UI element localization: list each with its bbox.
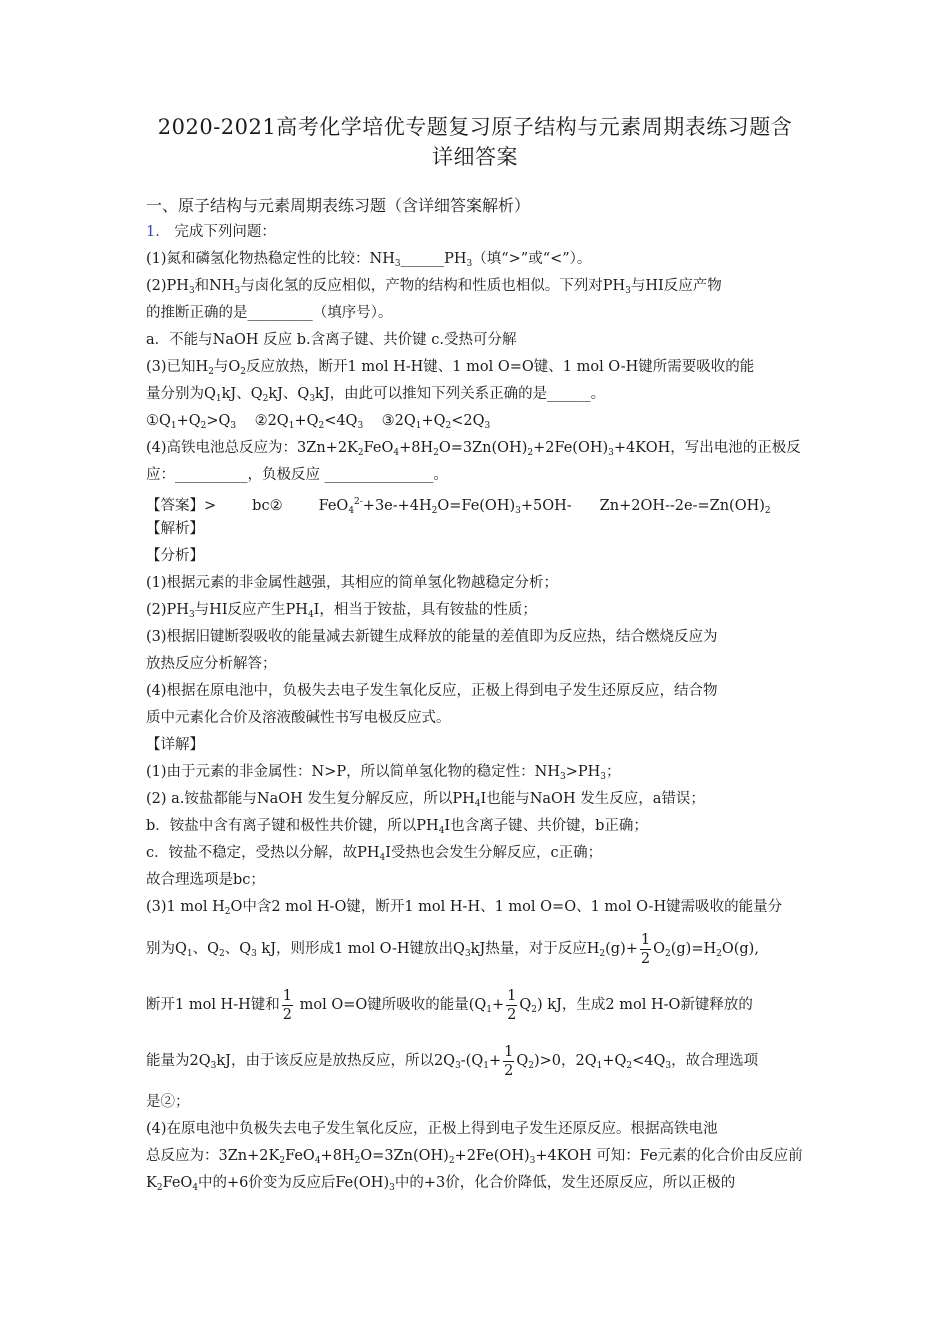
subscript: 2 — [716, 949, 722, 960]
text: + — [488, 1053, 502, 1069]
subscript: 4 — [379, 853, 386, 864]
analysis-line-1: (1)根据元素的非金属性越强，其相应的简单氢化物越稳定分析； — [146, 575, 559, 591]
section-heading: 一、原子结构与元素周期表练习题（含详细答案解析） — [146, 196, 531, 215]
subscript: 4 — [393, 448, 400, 459]
text: (4)高铁电池总反应为：3Zn+2K — [146, 440, 358, 456]
text: +Q — [176, 413, 201, 429]
subscript: 3 — [251, 949, 257, 960]
text: b．铵盐中含有离子键和极性共价键，所以PH — [146, 818, 439, 834]
text: 与卤化氢的反应相似，产物的结构和性质也相似。下列对PH — [240, 278, 626, 294]
fraction-denominator: 2 — [282, 1006, 292, 1023]
subscript: 2 — [599, 949, 606, 960]
text: FeO — [318, 497, 349, 514]
fraction-denominator: 2 — [507, 1006, 517, 1023]
question-part-3-options — [146, 408, 811, 435]
answer-3: ② — [269, 497, 283, 514]
text: Q — [516, 1053, 529, 1069]
subscript: 3 — [188, 610, 195, 621]
analysis-label: 【解析】 — [146, 521, 204, 537]
text: c．铵盐不稳定，受热以分解，故PH — [146, 845, 380, 861]
text: kJ热量，对于反应H — [470, 941, 600, 957]
text: 中的+6价变为反应后Fe(OH) — [198, 1175, 390, 1191]
question-part-2-cont: 的推断正确的是_________（填序号）。 — [146, 305, 393, 321]
answer-label: 【答案】 — [146, 497, 204, 514]
subscript: 3 — [210, 1061, 217, 1072]
question-part-3-cont — [146, 381, 811, 408]
text: O — [653, 941, 666, 957]
text: ； — [605, 764, 621, 780]
fraction-numerator: 1 — [504, 1043, 514, 1060]
analysis-line-4: (4)根据在原电池中，负极失去电子发生氧化反应，正极上得到电子发生还原反应，结合物 — [146, 683, 718, 699]
detail-line-11: (4)在原电池中负极失去电子发生氧化反应，正极上得到电子发生还原反应。根据高铁电池 — [146, 1121, 718, 1137]
text: 和NH — [194, 278, 235, 294]
text: (2) a.铵盐都能与NaOH 发生复分解反应，所以PH — [146, 791, 475, 807]
text: Zn+2OH--2e-=Zn(OH) — [599, 497, 765, 514]
subscript: 2 — [665, 949, 671, 960]
document-body — [146, 192, 811, 1197]
text: K — [146, 1175, 157, 1191]
text: -(Q — [460, 1053, 484, 1069]
text: (1)由于元素的非金属性：N>P，所以简单氢化物的稳定性：NH — [146, 764, 560, 780]
analysis-line-4-cont: 质中元素化合价及溶液酸碱性书写电极反应式。 — [146, 710, 451, 726]
question-part-3 — [146, 354, 811, 381]
text: kJ、Q — [221, 386, 263, 402]
question-part-4-cont: 应：__________，负极反应 _______________。 — [146, 467, 448, 483]
fraction-numerator: 1 — [640, 931, 651, 948]
answer-1: > — [204, 497, 217, 514]
text: ①Q — [146, 413, 171, 429]
subscript: 3 — [625, 286, 631, 297]
text: +3e-+4H — [362, 497, 432, 514]
text: 总反应为：3Zn+2K — [146, 1148, 280, 1164]
text: 与HI反应产生PH — [194, 602, 308, 618]
text: I，相当于铵盐，具有铵盐的性质； — [313, 602, 537, 618]
subscript: 2 — [224, 907, 231, 918]
text: 与O — [213, 359, 241, 375]
text: Q — [519, 997, 532, 1013]
subscript: 3 — [529, 1156, 536, 1167]
text: O=3Zn(OH) — [360, 1148, 449, 1164]
text: kJ，由于该反应是放热反应，所以2Q — [216, 1053, 456, 1069]
question-part-4 — [146, 435, 811, 462]
subscript: 2 — [357, 448, 364, 459]
subscript: 3 — [515, 505, 521, 516]
subscript: 2 — [262, 394, 269, 405]
fraction-denominator: 2 — [640, 950, 651, 967]
text: 、Q — [192, 941, 219, 957]
subscript: 1 — [483, 1061, 489, 1072]
subscript: 1 — [486, 1005, 493, 1016]
text: kJ，则形成1 mol O-H键放出Q — [256, 941, 465, 957]
detail-line-10: 是②； — [146, 1094, 190, 1110]
subscript: 2 — [318, 421, 325, 432]
subscript: 4 — [192, 1183, 199, 1194]
title-line-2: 详细答案 — [432, 145, 518, 169]
question-1-stem — [146, 219, 811, 246]
detail-line-4 — [146, 840, 811, 867]
text: +4KOH，写出电池的正极反 — [613, 440, 801, 456]
subscript: 2 — [448, 1156, 455, 1167]
answer-blank: ______ — [400, 251, 445, 267]
text: 能量为2Q — [146, 1053, 211, 1069]
subscript: 1 — [288, 421, 295, 432]
subscript: 4 — [348, 505, 355, 516]
subscript: 3 — [394, 259, 401, 270]
analysis-line-3: (3)根据旧键断裂吸收的能量减去新键生成释放的能量的差值即为反应热，结合燃烧反应为 — [146, 629, 718, 645]
subscript: 2 — [354, 1156, 361, 1167]
subscript: 3 — [608, 448, 614, 459]
text: ，故合理选项 — [671, 1053, 759, 1069]
text: >Q — [206, 413, 231, 429]
detail-line-3 — [146, 813, 811, 840]
text: <4Q — [324, 413, 358, 429]
superscript: 2- — [354, 497, 363, 507]
detail-line-13 — [146, 1170, 811, 1197]
question-options: a．不能与NaOH 反应 b.含离子键、共价键 c.受热可分解 — [146, 332, 517, 348]
text: <4Q — [632, 1053, 666, 1069]
detail-line-6 — [146, 894, 811, 921]
subscript: 1 — [170, 421, 177, 432]
text: O=3Zn(OH) — [438, 440, 528, 456]
subscript: 3 — [234, 286, 241, 297]
question-part-1 — [146, 246, 811, 273]
detail-line-8 — [146, 977, 811, 1033]
subscript: 2 — [240, 367, 247, 378]
title-line-1: 2020-2021高考化学培优专题复习原子结构与元素周期表练习题含 — [157, 115, 793, 139]
text: (2)PH — [146, 602, 189, 618]
subscript: 3 — [309, 394, 316, 405]
subscript: 2 — [433, 448, 439, 459]
text: FeO — [162, 1175, 193, 1191]
detail-line-9 — [146, 1033, 811, 1089]
text: 量分别为Q — [146, 386, 216, 402]
text: +Q — [421, 413, 446, 429]
text: 反应放热，断开1 mol H-H键、1 mol O=O键、1 mol O-H键所需要吸收的能 — [246, 359, 755, 375]
subscript: 3 — [464, 949, 471, 960]
fraction-half — [506, 987, 517, 1024]
subscript: 1 — [415, 421, 422, 432]
text: 中的+3价，化合价降低，发生还原反应，所以正极的 — [394, 1175, 736, 1191]
text: ②2Q — [236, 413, 289, 429]
text: I也能与NaOH 发生反应，a错误； — [480, 791, 705, 807]
question-number: 1. — [146, 224, 160, 240]
fraction-numerator: 1 — [282, 987, 292, 1004]
subscript: 3 — [357, 421, 364, 432]
subscript: 2 — [445, 421, 452, 432]
text: )>0，2Q — [533, 1053, 597, 1069]
text: I受热也会发生分解反应，c正确； — [385, 845, 603, 861]
subscript: 4 — [474, 799, 481, 810]
text: +5OH- — [520, 497, 572, 514]
text: O=Fe(OH) — [437, 497, 516, 514]
text: mol O=O键所吸收的能量(Q — [294, 997, 487, 1013]
text: <2Q — [451, 413, 485, 429]
subscript: 3 — [600, 772, 606, 783]
text: O中含2 mol H-O键，断开1 mol H-H、1 mol O=O、1 mol O-H键需吸收的能量分 — [230, 899, 783, 915]
subscript: 2 — [764, 505, 771, 516]
text: >PH — [565, 764, 601, 780]
text: +8H — [320, 1148, 355, 1164]
subscript: 3 — [484, 421, 491, 432]
subscript: 2 — [531, 1005, 538, 1016]
question-stem: 完成下列问题： — [174, 224, 276, 240]
detail-line-5: 故合理选项是bc； — [146, 872, 265, 888]
text: +Q — [294, 413, 319, 429]
subscript: 3 — [466, 259, 473, 270]
text: +2Fe(OH) — [454, 1148, 530, 1164]
text: I也含离子键、共价键，b正确； — [444, 818, 648, 834]
subscript: 2 — [626, 1061, 633, 1072]
text: + — [492, 997, 505, 1013]
fraction-half — [503, 1043, 514, 1080]
text: 别为Q — [146, 941, 187, 957]
text: FeO — [285, 1148, 315, 1164]
text: 与HI反应产物 — [630, 278, 722, 294]
document-title — [0, 112, 950, 172]
text: kJ，由此可以推知下列关系正确的是______。 — [315, 386, 606, 402]
subscript: 2 — [200, 421, 207, 432]
text: ③2Q — [363, 413, 416, 429]
text: PH — [444, 251, 467, 267]
text: （填“>”或“<”）。 — [472, 251, 592, 267]
subscript: 2 — [528, 1061, 534, 1072]
subscript: 1 — [186, 949, 193, 960]
text: +4KOH 可知：Fe元素的化合价由反应前 — [535, 1148, 803, 1164]
text: +8H — [399, 440, 434, 456]
detail-line-7 — [146, 921, 811, 977]
text: ) kJ，生成2 mol H-O新键释放的 — [537, 997, 753, 1013]
subscript: 3 — [389, 1183, 395, 1194]
analysis-line-3-cont: 放热反应分析解答； — [146, 656, 277, 672]
detail-line-1 — [146, 759, 811, 786]
subscript: 3 — [559, 772, 566, 783]
text: (1)氮和磷氢化物热稳定性的比较：NH — [146, 251, 395, 267]
subscript: 1 — [215, 394, 222, 405]
subscript: 4 — [438, 826, 445, 837]
fraction-denominator: 2 — [504, 1062, 514, 1079]
fraction-half — [282, 987, 293, 1024]
subscript: 2 — [156, 1183, 163, 1194]
text: 、Q — [224, 941, 252, 957]
fraction-numerator: 1 — [507, 987, 517, 1004]
detail-label: 【详解】 — [146, 737, 204, 753]
text: FeO — [363, 440, 394, 456]
question-part-2 — [146, 273, 811, 300]
analysis-sub-label: 【分析】 — [146, 548, 204, 564]
subscript: 2 — [431, 505, 438, 516]
subscript: 2 — [208, 367, 214, 378]
subscript: 4 — [314, 1156, 321, 1167]
subscript: 4 — [307, 610, 314, 621]
subscript: 3 — [455, 1061, 461, 1072]
subscript: 1 — [596, 1061, 603, 1072]
analysis-line-2 — [146, 597, 811, 624]
subscript: 3 — [665, 1061, 672, 1072]
answer-line — [146, 489, 811, 516]
subscript: 3 — [188, 286, 195, 297]
fraction-half — [640, 931, 651, 968]
text: (g)=H — [670, 941, 717, 957]
subscript: 2 — [527, 448, 534, 459]
detail-line-2 — [146, 786, 811, 813]
subscript: 3 — [230, 421, 237, 432]
text: (2)PH — [146, 278, 189, 294]
text: (3)1 mol H — [146, 899, 225, 915]
subscript: 2 — [219, 949, 225, 960]
text: +Q — [602, 1053, 627, 1069]
text: (3)已知H — [146, 359, 209, 375]
text: 断开1 mol H-H键和 — [146, 997, 280, 1013]
subscript: 2 — [279, 1156, 286, 1167]
text: O(g), — [721, 941, 759, 957]
detail-line-12 — [146, 1143, 811, 1170]
text: +2Fe(OH) — [533, 440, 609, 456]
text: (g)+ — [605, 941, 638, 957]
answer-2: bc — [252, 497, 270, 514]
text: kJ、Q — [268, 386, 310, 402]
